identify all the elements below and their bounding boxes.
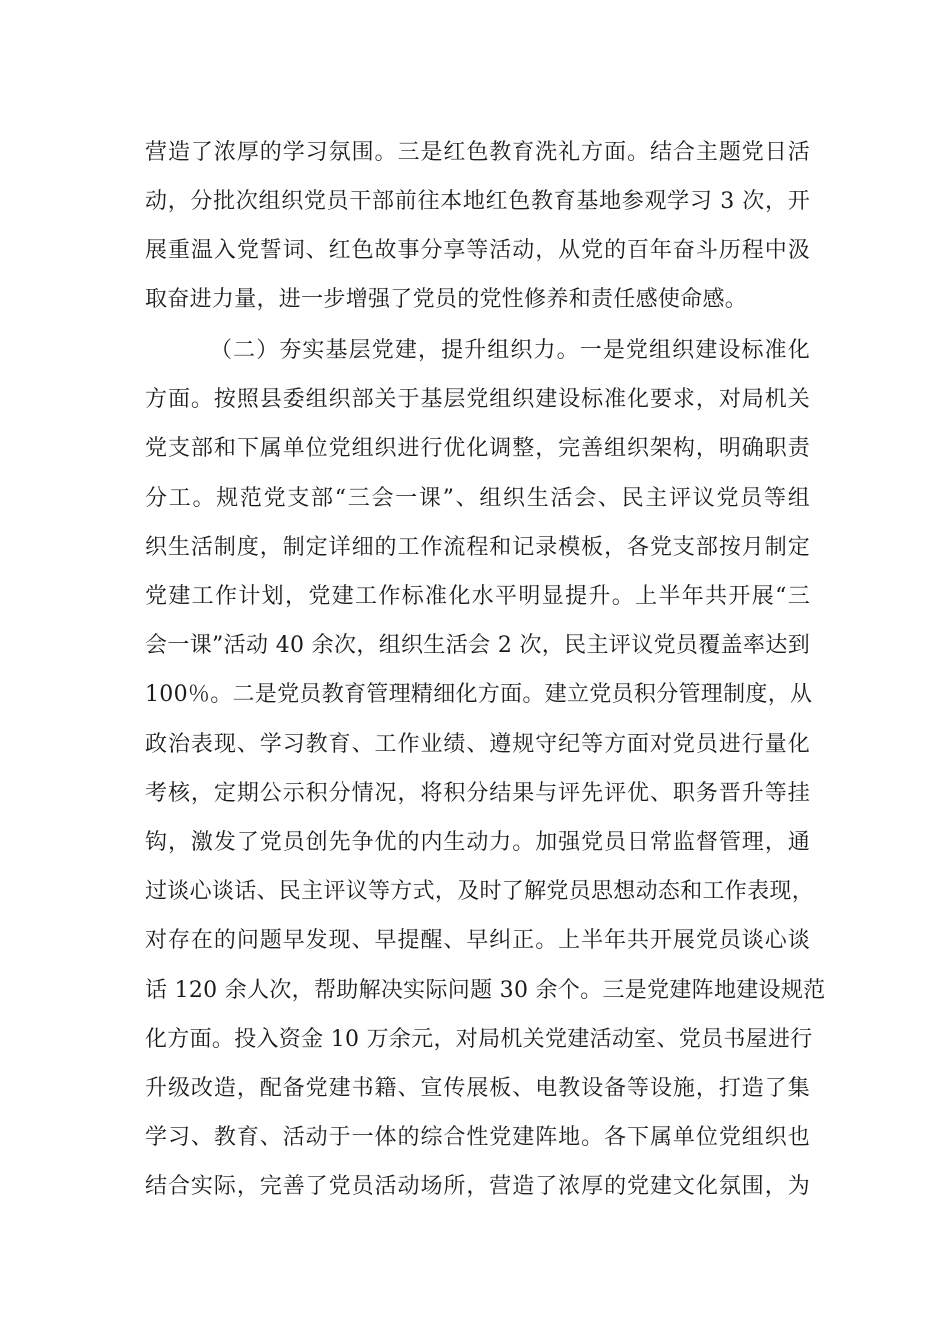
text-line-17: 对存在的问题早发现、早提醒、早纠正。上半年共开展党员谈心谈	[145, 928, 810, 953]
section-heading-line: （二）夯实基层党建，提升组织力。一是党组织建设标准化	[210, 338, 810, 363]
text-line-12: 100％。二是党员教育管理精细化方面。建立党员积分管理制度，从	[145, 682, 813, 707]
text-line-21: 学习、教育、活动于一体的综合性党建阵地。各下属单位党组织也	[145, 1125, 810, 1150]
text-line-4: 取奋进力量，进一步增强了党员的党性修养和责任感使命感。	[145, 287, 748, 312]
text-line-3: 展重温入党誓词、红色故事分享等活动，从党的百年奋斗历程中汲	[145, 238, 810, 263]
text-line-13: 政治表现、学习教育、工作业绩、遵规守纪等方面对党员进行量化	[145, 732, 810, 757]
text-line-14: 考核，定期公示积分情况，将积分结果与评先评优、职务晋升等挂	[145, 781, 810, 806]
text-line-20: 升级改造，配备党建书籍、宣传展板、电教设备等设施，打造了集	[145, 1076, 810, 1101]
text-line-10: 党建工作计划，党建工作标准化水平明显提升。上半年共开展“三	[145, 584, 810, 609]
text-line-2: 动，分批次组织党员干部前往本地红色教育基地参观学习 3 次，开	[145, 189, 810, 214]
text-line-22: 结合实际，完善了党员活动场所，营造了浓厚的党建文化氛围，为	[145, 1174, 810, 1199]
text-line-1: 营造了浓厚的学习氛围。三是红色教育洗礼方面。结合主题党日活	[145, 140, 810, 165]
text-line-15: 钩，激发了党员创先争优的内生动力。加强党员日常监督管理，通	[145, 830, 810, 855]
text-line-18: 话 120 余人次，帮助解决实际问题 30 余个。三是党建阵地建设规范	[145, 978, 826, 1003]
text-line-16: 过谈心谈话、民主评议等方式，及时了解党员思想动态和工作表现，	[145, 879, 815, 904]
text-line-9: 织生活制度，制定详细的工作流程和记录模板，各党支部按月制定	[145, 535, 810, 560]
text-line-8: 分工。规范党支部“三会一课”、组织生活会、民主评议党员等组	[145, 486, 810, 511]
text-line-19: 化方面。投入资金 10 万余元，对局机关党建活动室、党员书屋进行	[145, 1027, 813, 1052]
text-line-7: 党支部和下属单位党组织进行优化调整，完善组织架构，明确职责	[145, 436, 810, 461]
text-line-6: 方面。按照县委组织部关于基层党组织建设标准化要求，对局机关	[145, 387, 810, 412]
text-line-11: 会一课”活动 40 余次，组织生活会 2 次，民主评议党员覆盖率达到	[145, 633, 810, 658]
